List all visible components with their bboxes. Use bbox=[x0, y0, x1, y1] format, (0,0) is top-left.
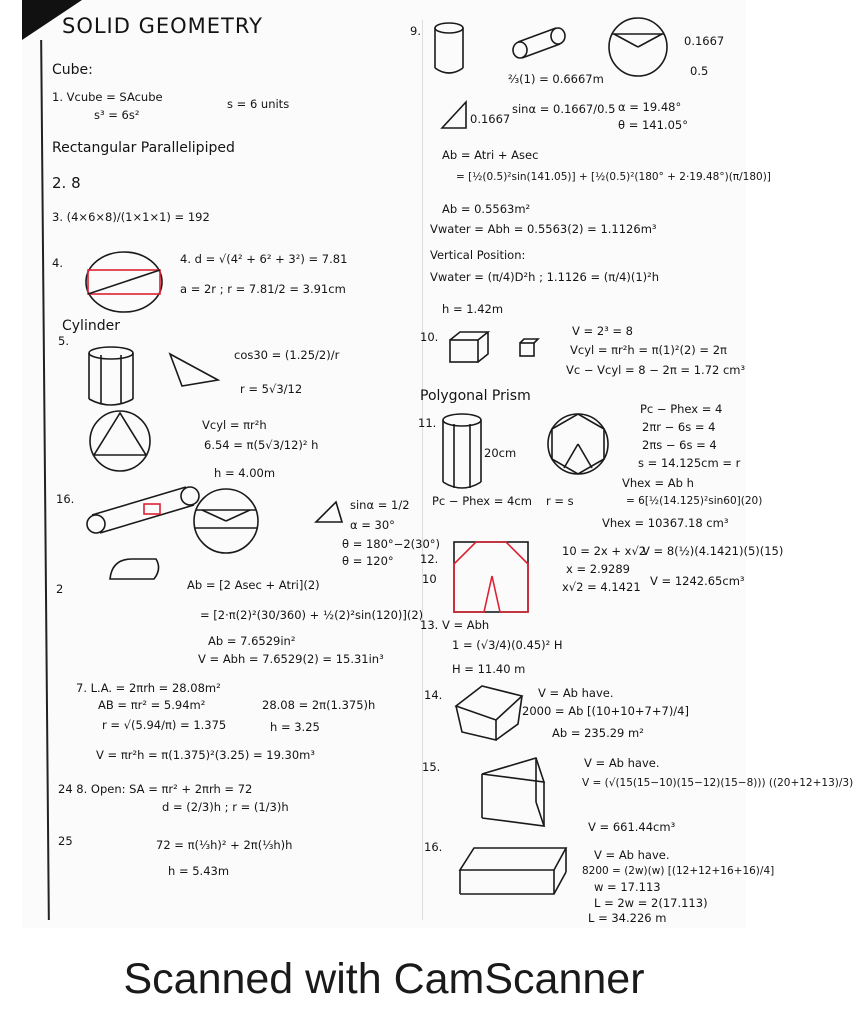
cyl-item-7-f: V = πr²h = π(1.375)²(3.25) = 19.30m³ bbox=[96, 748, 315, 762]
cyl-item-7-a: 7. L.A. = 2πrh = 28.08m² bbox=[76, 681, 221, 695]
item-10: 10. bbox=[420, 330, 439, 344]
item-9-e: α = 19.48° bbox=[618, 100, 682, 114]
octagon-square-sketch bbox=[452, 536, 534, 614]
hexagonal-cylinder-sketch bbox=[86, 345, 136, 407]
item-9-h: = [½(0.5)²sin(141.05)] + [½(0.5)²(180° + 2·19.48°)(π/180)] bbox=[456, 171, 771, 183]
item-15-c: V = 661.44cm³ bbox=[588, 820, 676, 834]
item-9: 9. bbox=[410, 24, 421, 38]
item-15: 15. bbox=[422, 760, 441, 774]
cube-eq-2: s³ = 6s² bbox=[94, 108, 140, 122]
cyl-item-6-a: Vcyl = πr²h bbox=[202, 418, 267, 432]
upright-cylinder-sketch bbox=[432, 22, 466, 74]
cyl-item-16-h: V = Abh = 7.6529(2) = 15.31in³ bbox=[198, 652, 384, 666]
item-14-c: Ab = 235.29 m² bbox=[552, 726, 644, 740]
cyl-item-8-a: 24 8. Open: SA = πr² + 2πrh = 72 bbox=[58, 782, 253, 796]
item-12-side: 10 bbox=[422, 572, 437, 586]
item-11: 11. bbox=[418, 416, 437, 430]
half-cylinder-sketch bbox=[104, 555, 164, 583]
item-9-j: Vwater = Abh = 0.5563(2) = 1.1126m³ bbox=[430, 222, 657, 236]
rect-item-4-b: a = 2r ; r = 7.81/2 = 3.91cm bbox=[180, 282, 346, 296]
cube-sketch bbox=[448, 330, 490, 364]
cube-eq-1: 1. Vcube = SAcube bbox=[52, 90, 163, 104]
trapezoid-prism-sketch bbox=[452, 684, 524, 742]
cyl-item-16-f: = [2·π(2)²(30/360) + ½(2)²sin(120)](2) bbox=[200, 608, 424, 622]
triangle-sketch-5 bbox=[168, 352, 220, 388]
pipe-sketch bbox=[84, 484, 202, 534]
scanned-page bbox=[22, 0, 853, 928]
item-9-a: ⅔(1) = 0.6667m bbox=[508, 72, 604, 86]
item-13-c: H = 11.40 m bbox=[452, 662, 526, 676]
item-11-i: r = s bbox=[546, 494, 574, 508]
item-9-b: 0.1667 bbox=[684, 34, 725, 48]
cyl-item-16-d: θ = 120° bbox=[342, 554, 394, 568]
item-14-b: 2000 = Ab [(10+10+7+7)/4] bbox=[522, 704, 689, 718]
item-10-b: Vcyl = πr²h = π(1)²(2) = 2π bbox=[570, 343, 727, 357]
margin-line bbox=[40, 40, 50, 920]
cyl-item-5-a: cos30 = (1.25/2)/r bbox=[234, 348, 340, 362]
item-9-k: Vertical Position: bbox=[430, 248, 526, 262]
cyl-item-6-b: 6.54 = π(5√3/12)² h bbox=[204, 438, 319, 452]
item-11-a: Pc − Phex = 4 bbox=[640, 402, 723, 416]
cross-section-sketch bbox=[190, 488, 262, 554]
item-9-f: θ = 141.05° bbox=[618, 118, 688, 132]
item-9-m: h = 1.42m bbox=[442, 302, 504, 316]
item-11-e: Vhex = Ab h bbox=[622, 476, 694, 490]
column-divider bbox=[422, 20, 423, 920]
item-11-h: Pc − Phex = 4cm bbox=[432, 494, 532, 508]
cyl-item-7-c: 28.08 = 2π(1.375)h bbox=[262, 698, 376, 712]
rect-item-4-a: 4. d = √(4² + 6² + 3²) = 7.81 bbox=[180, 252, 348, 266]
item-14-a: V = Ab have. bbox=[538, 686, 614, 700]
item-9-g: Ab = Atri + Asec bbox=[442, 148, 539, 162]
item-11-height: 20cm bbox=[484, 446, 517, 460]
item-9-i: Ab = 0.5563m² bbox=[442, 202, 531, 216]
circle-triangle-sketch bbox=[84, 410, 156, 472]
small-triangle-sketch bbox=[314, 500, 344, 524]
item-16-c: w = 17.113 bbox=[594, 880, 661, 894]
item-9-c: 0.5 bbox=[690, 64, 709, 78]
cyl-item-16-e: Ab = [2 Asec + Atri](2) bbox=[187, 578, 320, 592]
item-9-l: Vwater = (π/4)D²h ; 1.1126 = (π/4)(1)²h bbox=[430, 270, 660, 284]
item-16-b: 8200 = (2w)(w) [(12+12+16+16)/4] bbox=[582, 865, 775, 877]
item-11-f: = 6[½(14.125)²sin60](20) bbox=[626, 495, 763, 507]
section-prism: Polygonal Prism bbox=[420, 388, 531, 404]
item-10-a: V = 2³ = 8 bbox=[572, 324, 634, 338]
item-12-d: V = 8(½)(4.1421)(5)(15) bbox=[642, 544, 784, 558]
item-13-a: 13. V = Abh bbox=[420, 618, 490, 632]
item-9-d: sinα = 0.1667/0.5 bbox=[512, 102, 616, 116]
item-11-d: s = 14.125cm = r bbox=[638, 456, 741, 470]
triangular-prism-sketch bbox=[460, 752, 554, 828]
circle-segment-sketch bbox=[606, 16, 670, 78]
item-12-e: V = 1242.65cm³ bbox=[650, 574, 745, 588]
item-11-b: 2πr − 6s = 4 bbox=[642, 420, 716, 434]
cyl-item-16: 16. bbox=[56, 492, 75, 506]
item-9-b2: 0.1667 bbox=[470, 112, 511, 126]
cyl-item-6-c: h = 4.00m bbox=[214, 466, 276, 480]
item-12: 12. bbox=[420, 552, 439, 566]
small-cube-sketch bbox=[518, 338, 540, 358]
cube-answer: s = 6 units bbox=[227, 97, 290, 111]
cyl-item-8-d: 72 = π(⅓h)² + 2π(⅓h)h bbox=[156, 838, 293, 852]
cyl-item-8-b: d = (2/3)h ; r = (1/3)h bbox=[162, 800, 289, 814]
rect-item-3: 3. (4×6×8)/(1×1×1) = 192 bbox=[52, 210, 210, 224]
item-12-c: x√2 = 4.1421 bbox=[562, 580, 641, 594]
cyl-item-16-b: α = 30° bbox=[350, 518, 395, 532]
cyl-item-8-e: h = 5.43m bbox=[168, 864, 230, 878]
tilted-cylinder-sketch bbox=[510, 26, 568, 60]
hexagon-in-circle-sketch bbox=[544, 412, 612, 476]
rect-item-4-num: 4. bbox=[52, 256, 63, 270]
item-14: 14. bbox=[424, 688, 443, 702]
item-13-b: 1 = (√3/4)(0.45)² H bbox=[452, 638, 563, 652]
item-15-a: V = Ab have. bbox=[584, 756, 660, 770]
cyl-item-7-e: h = 3.25 bbox=[270, 720, 320, 734]
cyl-item-8-c: 25 bbox=[58, 834, 73, 848]
cyl-item-5-b: r = 5√3/12 bbox=[240, 382, 303, 396]
scanner-watermark: Scanned with CamScanner bbox=[123, 955, 645, 1003]
item-16-a: V = Ab have. bbox=[594, 848, 670, 862]
cyl-item-16-c: θ = 180°−2(30°) bbox=[342, 537, 440, 551]
cyl-item-16-a: sinα = 1/2 bbox=[350, 498, 410, 512]
item-11-g: Vhex = 10367.18 cm³ bbox=[602, 516, 729, 530]
item-12-b: x = 2.9289 bbox=[566, 562, 630, 576]
right-triangle-sketch-9 bbox=[440, 100, 468, 130]
sphere-sketch bbox=[84, 250, 164, 314]
item-16: 16. bbox=[424, 840, 443, 854]
rect-item-2: 2. 8 bbox=[52, 174, 81, 192]
item-16-e: L = 34.226 m bbox=[588, 911, 667, 925]
cyl-item-7-d: r = √(5.94/π) = 1.375 bbox=[102, 718, 227, 732]
section-cube: Cube: bbox=[52, 62, 93, 78]
item-10-c: Vc − Vcyl = 8 − 2π = 1.72 cm³ bbox=[566, 363, 746, 377]
item-11-c: 2πs − 6s = 4 bbox=[642, 438, 717, 452]
cyl-item-2-num: 2 bbox=[56, 582, 64, 596]
item-16-d: L = 2w = 2(17.113) bbox=[594, 896, 708, 910]
rectangular-prism-sketch bbox=[448, 842, 576, 896]
item-12-a: 10 = 2x + x√2 bbox=[562, 544, 647, 558]
item-15-b: V = (√(15(15−10)(15−12)(15−8))) ((20+12+13)/3) bbox=[582, 777, 853, 789]
cyl-item-7-b: AB = πr² = 5.94m² bbox=[98, 698, 206, 712]
section-cylinder: Cylinder bbox=[62, 318, 120, 334]
cyl-item-5: 5. bbox=[58, 334, 69, 348]
hexagonal-prism-sketch bbox=[440, 412, 484, 490]
page-title: SOLID GEOMETRY bbox=[62, 14, 263, 38]
section-rect: Rectangular Parallelipiped bbox=[52, 140, 235, 156]
cyl-item-16-g: Ab = 7.6529in² bbox=[208, 634, 296, 648]
